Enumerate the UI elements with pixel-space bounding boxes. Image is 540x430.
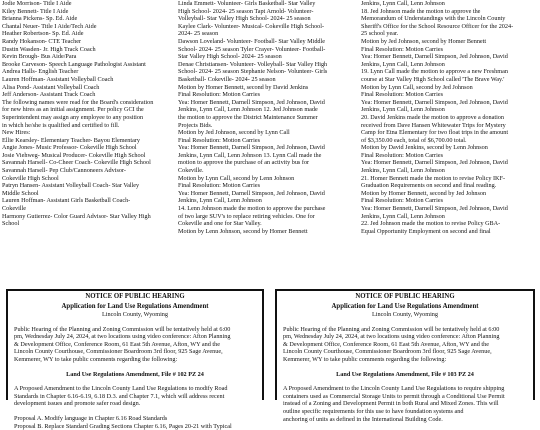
notice-line: & Development Office, Conference Room, 61 East 5th Avenue, Afton, WY and the (14, 340, 220, 348)
text-line: Jenkins, Lynn Call, Lenn Johnson (361, 106, 445, 114)
text-line: Andrea Halls- English Teacher (2, 68, 79, 76)
text-line: Jenkins, Lynn Call, Lenn Johnson (361, 167, 445, 175)
text-line: Middle School (2, 189, 39, 197)
text-line: Yea: Homer Bennett, Darnell Simpson, Jed Johnson, David (361, 53, 508, 61)
notice-line: development issues and promote safer road design. (14, 400, 141, 408)
notice-location: Lincoln County, Wyoming (102, 311, 168, 318)
text-line: Jeff Anderson- Assistant Track Coach (2, 91, 96, 99)
text-line: School- 2024- 25 season Stephanie Nelson- Volunteer- Girls (178, 68, 328, 76)
text-line: Savannah Harsell- Co-Cheer Coach- Cokeville High School (2, 159, 151, 167)
notice-line: Public Hearing of the Planning and Zoning Commission will be tentatively held at 6:00 (283, 325, 500, 333)
text-line: Superintendent may assign any employee to any position (2, 113, 144, 121)
text-line: Final Resolution: Motion Carries (361, 197, 443, 205)
text-line: Yea: Homer Bennett, Darnell Simpson, Jed Johnson, David (361, 159, 508, 167)
text-line: Yea: Homer Bennett, Darnell Simpson, Jed Johnson, David (361, 98, 508, 106)
text-line: Motion by Lenn Johnson, second by Homer Bennett (178, 227, 308, 235)
left-column (2, 0, 172, 228)
text-line: Dawson Loveland- Volunteer- Football- Star Valley Middle (178, 37, 325, 45)
text-line: Dustin Wasden- Jr. High Track Coach (2, 45, 96, 53)
file-heading: Land Use Regulations Amendment, File # 103 PZ 24 (336, 370, 474, 378)
text-line: School- 2024- 25 season Tyler Crayer- Volunteer- Football- (178, 45, 326, 53)
notice-line: A Proposed Amendment to the Lincoln County Land Use Regulations to require shipping (283, 385, 505, 393)
text-line: Motion by Lynn Call, second by Lenn Johnson (178, 174, 295, 182)
text-line: Final Resolution: Motion Carries (361, 151, 443, 159)
text-line: Heather Robertson- Sp. Ed. Aide (2, 30, 84, 38)
text-line: Jenkins, Lynn Call, Lenn Johnson (361, 212, 445, 220)
text-line: 25 school year. (361, 30, 399, 38)
notice-intro (14, 326, 256, 364)
notice-line: outline specific requirements for this use to have foundation systems and (283, 407, 464, 415)
text-line: Brianna Pickens- Sp. Ed. Aide (2, 15, 78, 23)
notice-location: Lincoln County, Wyoming (372, 311, 438, 318)
text-line: The following names were read for the Board's consideration (2, 98, 154, 106)
notice-intro (283, 326, 527, 364)
text-line: of two large SUV's to replace retiring vehicles. One for (178, 212, 315, 220)
text-line: Kevin Brough- Bus Aide/Para (2, 53, 77, 61)
text-line: Ellie Kearsley- Elementary Teacher- Bayou Elementary (2, 136, 140, 144)
text-line: Savannah Harsell- Pep Club/Cannoneers Advisor- (2, 167, 126, 175)
notice-title: NOTICE OF PUBLIC HEARING (355, 293, 455, 300)
text-line: Linda Emmett- Volunteer- Girls Basketball- Star Valley (178, 0, 316, 7)
text-line: Yea: Homer Bennett, Darnell Simpson, Jed Johnson, David (178, 144, 325, 152)
text-line: Angie Jones- Music Professor- Cokeville High School (2, 144, 137, 152)
text-line: motion to approve the purchase of an activity bus for (178, 159, 310, 167)
public-hearing-notice-102 (6, 289, 264, 430)
text-line: Cokeville. (178, 167, 204, 175)
text-line: Motion by David Jenkins, second by Lenn Johnson (361, 144, 488, 152)
text-line: Motion by Jed Johnson, second by Homer Bennett (361, 37, 487, 45)
notice-line: A Proposed Amendment to the Lincoln County Land Use Regulations to modify Road (14, 385, 228, 393)
text-line: Cokeville and one for Star Valley. (178, 220, 262, 228)
notice-line: containers used as Commercial Storage Units to permit through a Conditional Use Permit (283, 392, 505, 400)
text-line: 2024- 25 season (178, 30, 219, 38)
text-line: 20. David Jenkins made the motion to approve a donation (361, 113, 504, 121)
text-line: Final Resolution: Motion Carries (178, 91, 260, 99)
file-heading: Land Use Regulations Amendment, File # 102 PZ 24 (66, 370, 204, 378)
notice-subtitle: Application for Land Use Regulations Amendment (61, 303, 209, 310)
notice-line: anchoring of units as defined in the International Building Code. (283, 415, 443, 423)
text-line: Memorandum of Understandings with the Lincoln County (361, 15, 506, 23)
text-line: Yea: Homer Bennett, Darnell Simpson, Jed Johnson, David (361, 205, 508, 213)
text-line: 18. Jed Johnson made the motion to approve the (361, 7, 481, 15)
notice-body (8, 319, 262, 430)
text-line: Final Resolution: Motion Carries (178, 182, 260, 190)
text-line: Lauren Hoffman- Assistant Volleyball Coach (2, 75, 114, 83)
text-line: Final Resolution: Motion Carries (361, 45, 443, 53)
notice-line: Public Hearing of the Planning and Zoning Commission will be tentatively held at 6:00 (14, 325, 231, 333)
text-line: of $3,350.00 each, total of $6,700.00 total. (361, 136, 467, 144)
text-line: Motion by Jed Johnson, second by Lynn Call (178, 129, 290, 137)
text-line: for new hires as an initial assignment. Per policy GCI the (2, 106, 144, 114)
text-line: Brooke Carveson- Speech Language Pathologist Assistant (2, 60, 146, 68)
text-line: Alisa Pond- Assistant Volleyball Coach (2, 83, 100, 91)
text-line: in which he/she is qualified and certified to fill. (2, 121, 120, 129)
text-line: Patryn Hansen- Assistant Volleyball Coach- Star Valley (2, 182, 140, 190)
notice-line: instead of a Zoning and Development Permit in both Rural and Mixed Zones. This will (283, 400, 499, 408)
text-line: course at Star Valley High School called 'The Brave Way.' (361, 75, 505, 83)
text-line: Final Resolution: Motion Carries (361, 91, 443, 99)
text-line: Yea: Homer Bennett, Darnell Simpson, Jed Johnson, David (178, 189, 325, 197)
public-hearing-notice-103 (275, 289, 535, 423)
text-line: Randy Hokanson- CTE Teacher (2, 37, 82, 45)
notice-line: pm, Wednesday July 24, 2024, at two locations using video conference: Afton Planning (14, 333, 231, 341)
text-line: Yea: Homer Bennett, Darnell Simpson, Jed Johnson, David (178, 98, 325, 106)
notice-line: & Development Office, Conference Room, 61 East 5th Avenue, Afton, WY and the (283, 340, 489, 348)
text-line: Motion by Homer Bennett, second by Jed Johnson (361, 189, 487, 197)
text-line: Equal Opportunity Employment on second and final (361, 227, 491, 235)
text-line: Josie Viehweg- Musical Producer- Cokeville High School (2, 151, 146, 159)
text-line: Basketball- Cokeville- 2024- 25 season (178, 75, 276, 83)
text-line: Lauren Hoffman- Assistant Girls Basketball Coach- (2, 197, 131, 205)
notice-line: Lincoln County Courthouse, Commissioner Boardroom 3rd floor, 925 Sage Avenue, (14, 348, 223, 356)
text-line: Harmony Gutierrez- Color Guard Advisor- Star Valley High (2, 212, 151, 220)
text-line: Cokeville (2, 205, 27, 213)
middle-column (178, 0, 354, 235)
text-line: Final Resolution: Motion Carries (178, 136, 260, 144)
text-line: Chantal Neuer- Title I Aide/Tech Aide (2, 22, 97, 30)
notice-subtitle: Application for Land Use Regulations Amendment (331, 303, 479, 310)
text-line: School (2, 220, 20, 228)
notice-line: Kemmerer, WY to take public comments regarding the following: (283, 355, 447, 363)
text-line: Star Valley High School- 2024- 25 season (178, 53, 282, 61)
text-line: Kiley Bennett- Title I Aide (2, 7, 69, 15)
text-line: Motion by Homer Bennett, second by David Jenkins (178, 83, 309, 91)
text-line: Kaylee Clark- Volunteer- Musical- Cokeville High School- (178, 22, 325, 30)
right-column (361, 0, 537, 235)
text-line: Jenkins, Lynn Call, Lenn Johnson (361, 60, 445, 68)
text-line: Jenkins, Lynn Call, Lenn Johnson (178, 197, 262, 205)
text-line: Jenkins, Lynn Call, Lenn Johnson (361, 0, 445, 7)
text-line: New Hires: (2, 129, 31, 137)
text-line: Camp for Etna Elementary for two float trips in the amount (361, 129, 509, 137)
notice-line: Lincoln County Courthouse, Commissioner Boardroom 3rd floor, 925 Sage Avenue, (283, 348, 492, 356)
text-line: Volleyball- Star Valley High School- 2024- 25 season (178, 15, 311, 23)
text-line: 22. Jed Johnson made the motion to revise Policy GBA- (361, 220, 501, 228)
text-line: Jodie Morrison- Title I Aide (2, 0, 72, 7)
text-line: High School- 2024- 25 season Tapt Arnold- Volunteer- (178, 7, 314, 15)
text-line: the motion to approve the District Maintenance Summer (178, 113, 318, 121)
notice-body (277, 319, 533, 424)
text-line: Motion by Lynn Call, second by Jed Johnson (361, 83, 473, 91)
text-line: Graduation Requirements on second and final reading. (361, 182, 497, 190)
text-line: Jenkins, Lynn Call, Lenn Johnson 12. Jed Johnson made (178, 106, 318, 114)
notice-title: NOTICE OF PUBLIC HEARING (85, 293, 185, 300)
text-line: Projects Bids. (178, 121, 213, 129)
text-line: 19. Lynn Call made the motion to approve a new Freshman (361, 68, 508, 76)
text-line: 14. Lenn Johnson made the motion to approve the purchase (178, 205, 326, 213)
notice-line: pm, Wednesday July 24, 2024, at two locations using video conference: Afton Planning (283, 333, 500, 341)
notice-line: Kemmerer, WY to take public comments regarding the following: (14, 355, 178, 363)
text-line: Sheriff's Office for the School Resource Officer for the 2024- (361, 22, 514, 30)
text-line: Denae Christiansen- Volunteer- Volleyball- Star Valley High (178, 60, 328, 68)
text-line: Jenkins, Lynn Call, Lenn Johnson 13. Lynn Call made the (178, 151, 322, 159)
text-line: Cokeville High School (2, 174, 59, 182)
proposal-item: Proposal A. Modify language in Chapter 6.16 Road Standards (14, 414, 168, 422)
notice-line: Standards in Chapter 6.16-6.19, 6.18 D.3. and Chapter 7.1, which will address recent (14, 392, 225, 400)
text-line: received from Dave Hansen Whitewater Trips for Mystery (361, 121, 506, 129)
text-line: 21. Homer Bennett made the motion to revise Policy IKF- (361, 174, 506, 182)
proposal-item: Proposal B. Replace Standard Grading Sections Chapter 6.16, Pages 20-21 with Typical (14, 422, 232, 430)
